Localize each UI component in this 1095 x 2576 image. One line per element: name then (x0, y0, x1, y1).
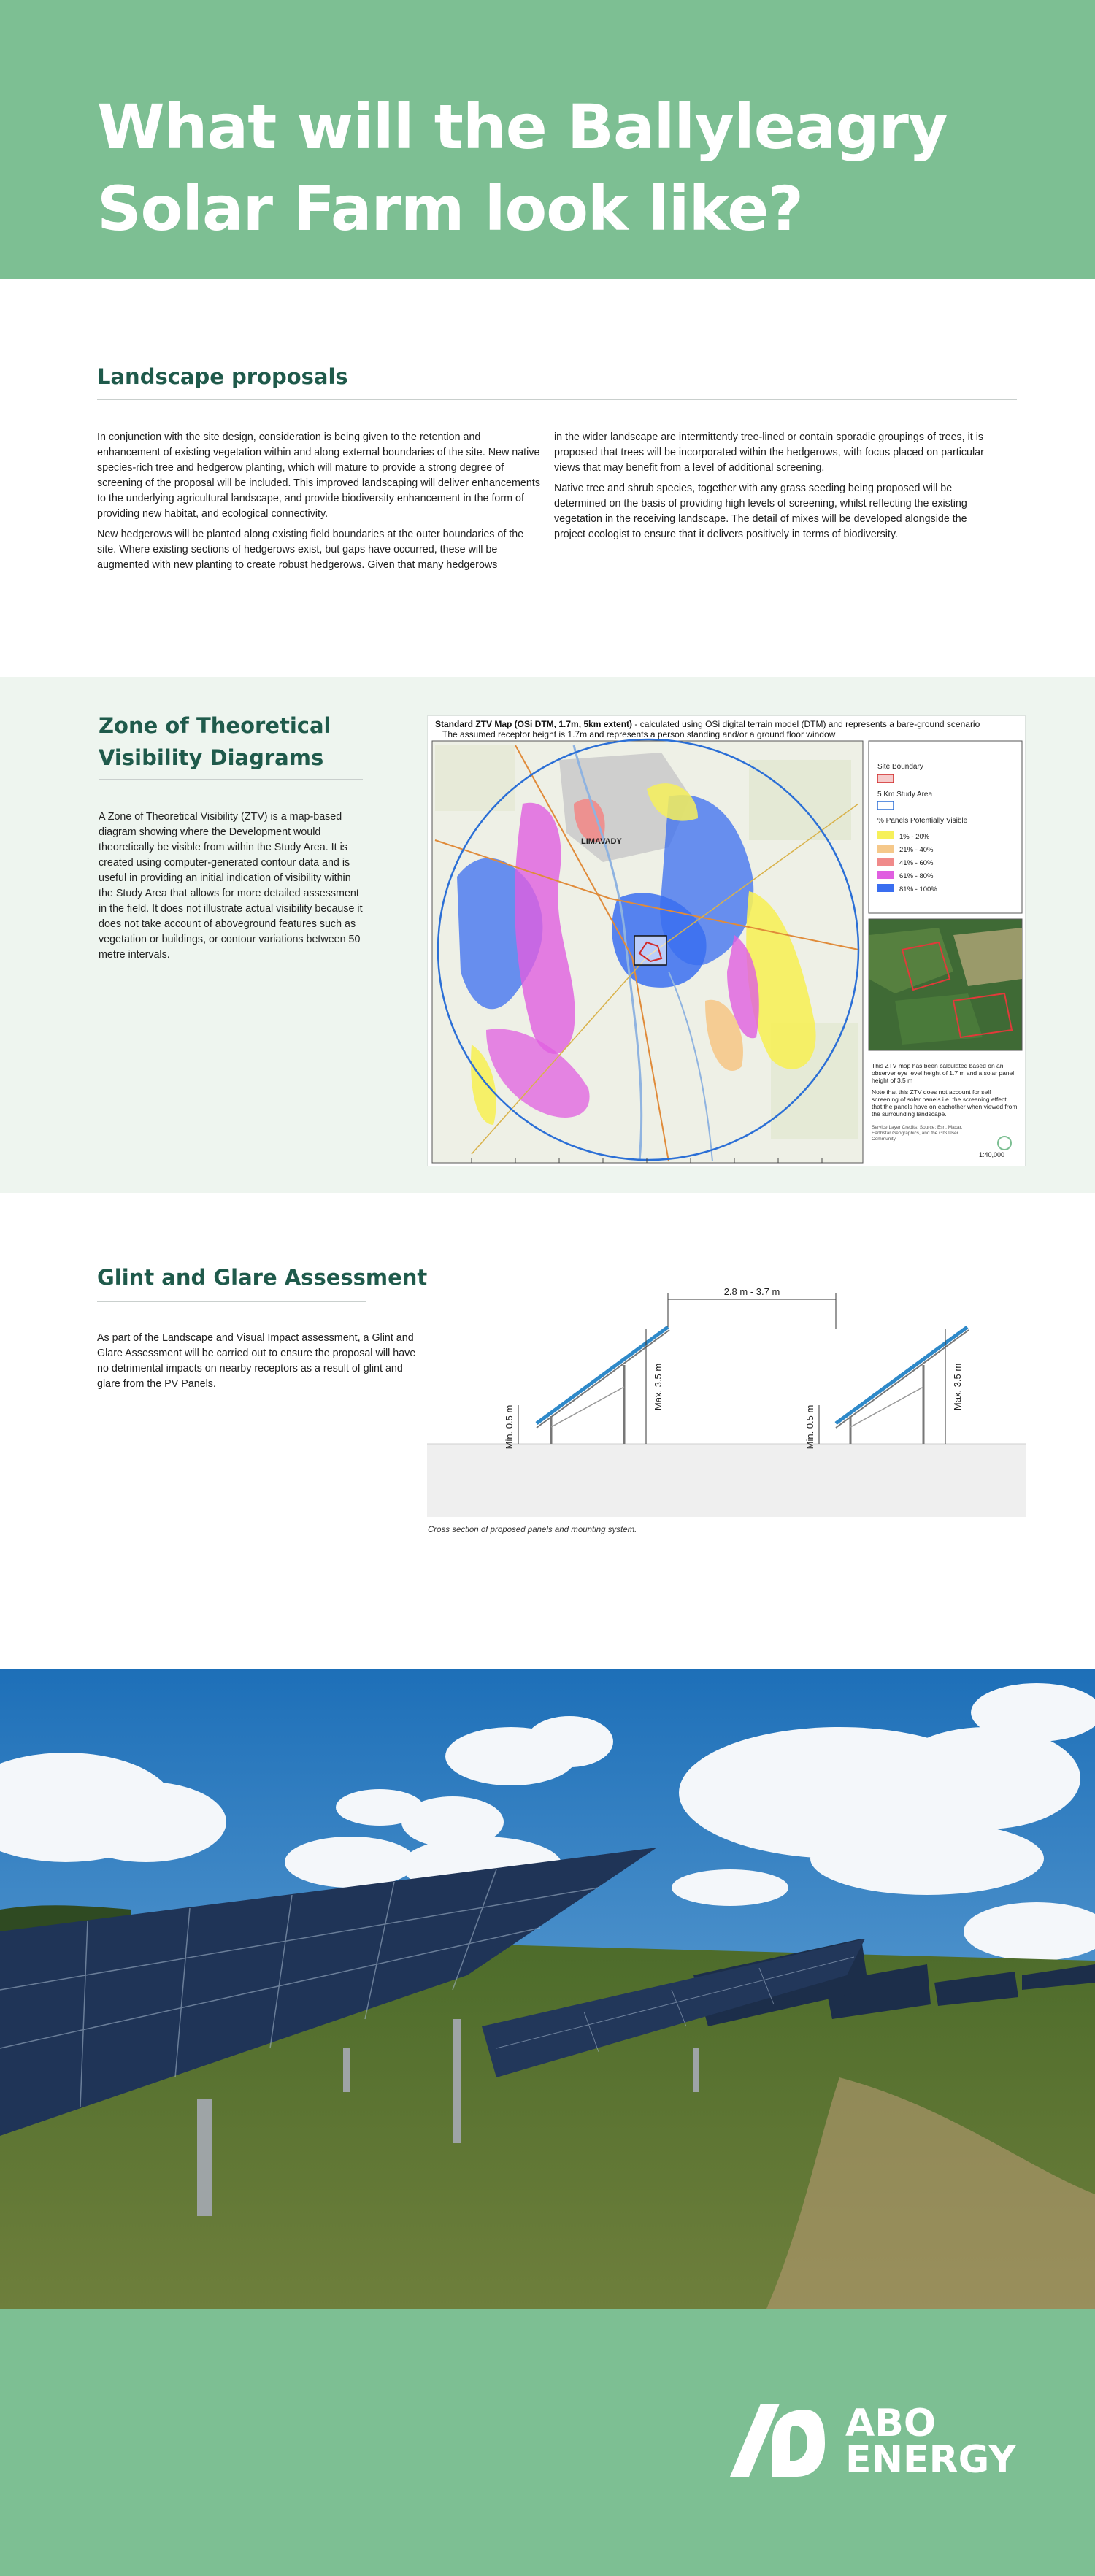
map-scale: 1:40,000 (978, 1151, 1004, 1158)
map-note: This ZTV map has been calculated based on an observer eye level height of 1.7 m and a solar panel height of 3.5 m (872, 1062, 1015, 1084)
legend-label: 81% - 100% (899, 885, 937, 893)
panel-cross-section (427, 1285, 1026, 1518)
map-field (435, 745, 515, 811)
legend-study-label: 5 Km Study Area (877, 791, 933, 799)
legend-site-label: Site Boundary (877, 763, 923, 771)
legend-heading: % Panels Potentially Visible (877, 817, 968, 825)
max-height-label: Max. 3.5 m (952, 1363, 963, 1411)
logo-line1: ABO (845, 2402, 937, 2445)
zvi-title-line1: Zone of Theoretical (99, 713, 331, 738)
zvi-title-line2: Visibility Diagrams (99, 745, 324, 770)
legend-label: 1% - 20% (899, 833, 930, 841)
logo-line2: ENERGY (845, 2438, 1016, 2482)
abo-energy-logo (845, 2402, 1016, 2482)
landscape-left-column (97, 430, 542, 578)
map-notes (872, 1062, 1018, 1142)
page-title-line2: Solar Farm look like? (97, 173, 803, 245)
page-title-line1: What will the Ballyleagry (97, 91, 948, 163)
glint-divider (97, 1301, 366, 1302)
zvi-divider (99, 779, 363, 780)
legend-swatch (877, 871, 894, 879)
solar-farm-illustration (0, 1669, 1095, 2309)
max-height-label: Max. 3.5 m (653, 1363, 664, 1411)
landscape-paragraph: Native tree and shrub species, together with any grass seeding being proposed will be determined on the basis of providing high levels of screening, whilst reflecting the existing vegetation in the receiving landscape. The detail of mixes will be developed alongside the project ecologist to ensure that it delivers positively in terms of biodiversity. (554, 482, 967, 540)
landscape-paragraph: In conjunction with the site design, consideration is being given to the retention and enhancement of existing vegetation within and along external boundaries of the site. New native species-rich tree and hedgerow planting, which will mature to provide a strong degree of screening of the proposal will be included. This improved landscaping will deliver enhancements to the underlying agricultural landscape, and provide biodiversity enhancement in the form of providing new habitat, and ecological connectivity. (97, 431, 540, 520)
page-title (97, 86, 973, 250)
legend-label: 21% - 40% (899, 846, 934, 854)
header-banner (0, 0, 1095, 279)
spacing-label: 2.8 m - 3.7 m (723, 1286, 780, 1297)
aerial-field (895, 993, 983, 1045)
legend-swatch (877, 858, 894, 866)
min-height-label: Min. 0.5 m (804, 1404, 815, 1450)
pv-panel (836, 1327, 967, 1423)
landscape-paragraph: in the wider landscape are intermittently tree-lined or contain sporadic groupings of trees, it is proposed that trees will be incorporated within the hedgerows, with focus placed on particular views that may benefit from a level of additional screening. (554, 431, 984, 474)
town-label: LIMAVADY (581, 837, 622, 846)
ground (427, 1444, 1026, 1517)
legend-swatch (877, 884, 894, 892)
glint-title: Glint and Glare Assessment (97, 1265, 428, 1290)
panel-frame (836, 1330, 969, 1428)
panel-frame (537, 1330, 669, 1428)
landscape-paragraph: New hedgerows will be planted along existing field boundaries at the outer boundaries of the site. Where existing sections of hedgerows exist, but gaps have occurred, these will be augmented with new planting to create robust hedgerows. Given that many hedgerows (97, 528, 524, 571)
cross-section-caption: Cross section of proposed panels and mounting system. (428, 1526, 637, 1534)
ztv-map-title-bold: Standard ZTV Map (OSi DTM, 1.7m, 5km extent) (435, 719, 633, 729)
landscape-right-column (554, 430, 999, 547)
zvi-title (99, 710, 331, 774)
min-height-label: Min. 0.5 m (504, 1404, 515, 1450)
abo-logo-icon (730, 2404, 825, 2477)
panel-brace (551, 1387, 624, 1427)
zvi-description: A Zone of Theoretical Visibility (ZTV) is a map-based diagram showing where the Development would theoretically be visible from within the Study Area. It is created using computer-generated contour data and is useful in providing an initial indication of visibility within the Study Area that allows for more detailed assessment in the field. It does not illustrate actual visibility because it does not take account of aboveground features such as vegetation or buildings, or contour variations between 50 metre intervals. (99, 811, 363, 961)
map-credit: Service Layer Credits: Source: Esri, Maxar, Earthstar Geographics, and the GIS User Community (872, 1125, 963, 1142)
panel-brace (850, 1387, 923, 1427)
solar-farm-photo (0, 1669, 1095, 2309)
ztv-map-title-rest: - calculated using OSi digital terrain model (DTM) and represents a bare-ground scenario (632, 719, 980, 729)
legend-swatch (877, 831, 894, 839)
pv-panel (537, 1327, 668, 1423)
legend-site-swatch (877, 774, 894, 783)
legend-label: 61% - 80% (899, 872, 934, 880)
ztv-map-subtitle: The assumed receptor height is 1.7m and represents a person standing and/or a ground floor window (442, 729, 836, 739)
map-field (749, 760, 851, 840)
ztv-map (427, 715, 1026, 1166)
glint-description: As part of the Landscape and Visual Impact assessment, a Glint and Glare Assessment will be carried out to ensure the proposal will have no detrimental impacts on nearby receptors as a result of glint and glare from the PV Panels. (97, 1332, 416, 1390)
legend-label: 41% - 60% (899, 859, 934, 867)
legend-swatch (877, 845, 894, 853)
map-note: Note that this ZTV does not account for self screening of solar panels i.e. the screening effect that the panels have on eachother when viewed from the surrounding landscape. (872, 1088, 1018, 1118)
landscape-divider (97, 399, 1017, 400)
landscape-title: Landscape proposals (97, 364, 348, 389)
